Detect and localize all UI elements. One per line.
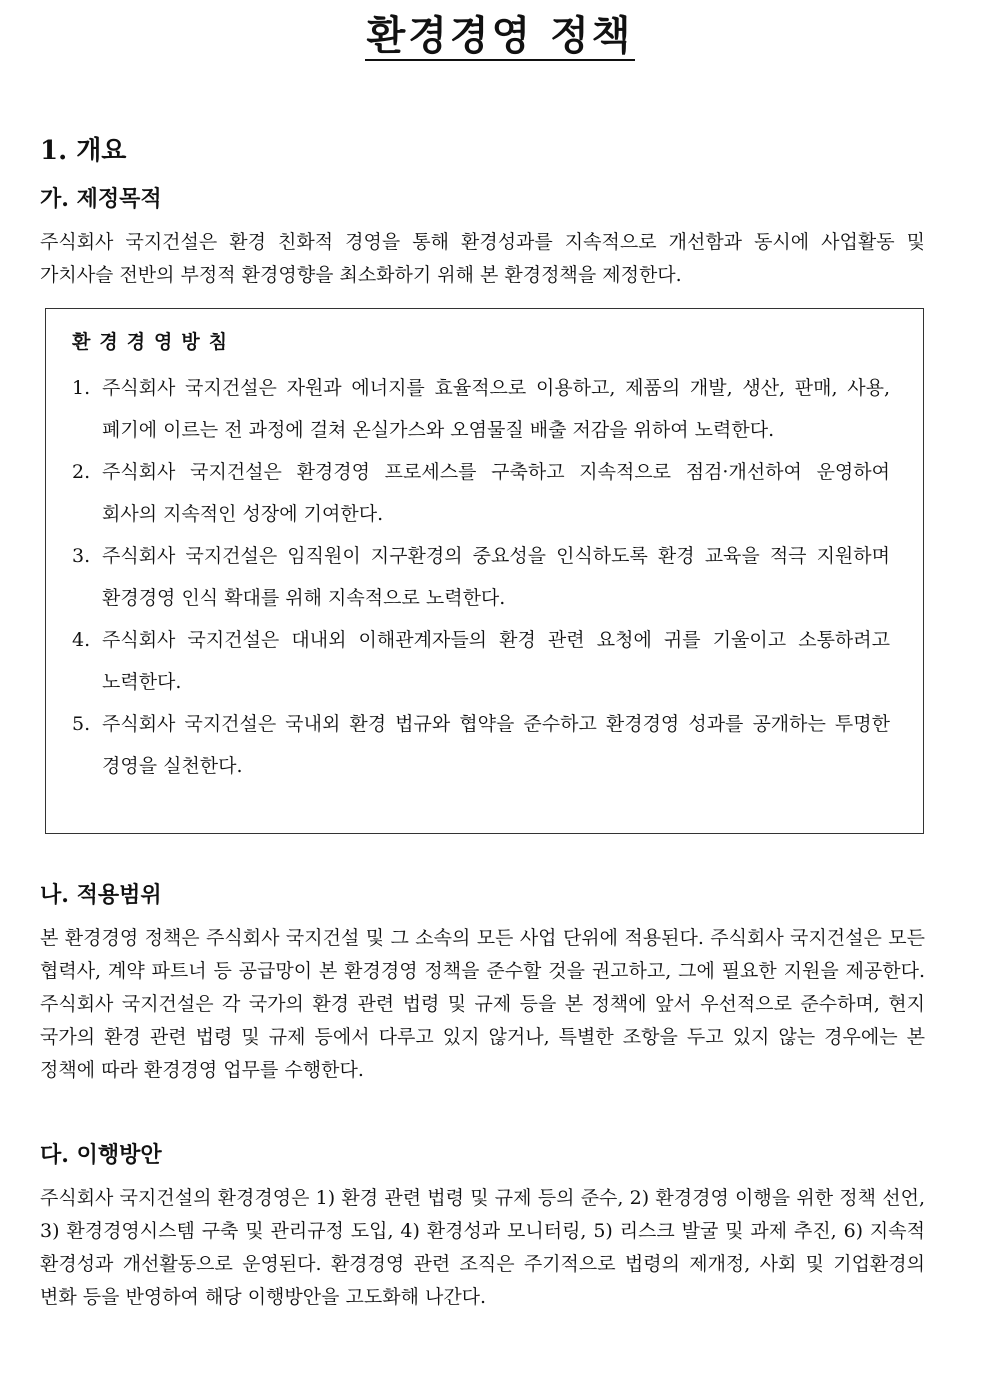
policy-item-text: 주식회사 국지건설은 자원과 에너지를 효율적으로 이용하고, 제품의 개발, 생산, 판매, 사용, 폐기에 이르는 전 과정에 걸쳐 온실가스와 오염물질 배출 저감을 위하여 노력한다.: [102, 377, 890, 441]
policy-item-5: [72, 703, 890, 787]
paragraph-scope: 본 환경경영 정책은 주식회사 국지건설 및 그 소속의 모든 사업 단위에 적용된다. 주식회사 국지건설은 모든 협력사, 계약 파트너 등 공급망이 본 환경경영 정책을 준수할 것을 권고하고, 그에 필요한 지원을 제공한다. 주식회사 국지건설은 각 국가의 환경 관련 법령 및 규제 등을 본 정책에 앞서 우선적으로 준수하며, 현지 국가의 환경 관련 법령 및 규제 등에서 다루고 있지 않거나, 특별한 조항을 두고 있지 않는 경우에는 본 정책에 따라 환경경영 업무를 수행한다.: [40, 927, 925, 1081]
policy-box-title: 환경경영방침: [72, 331, 237, 353]
policy-item-text: 주식회사 국지건설은 국내외 환경 법규와 협약을 준수하고 환경경영 성과를 공개하는 투명한 경영을 실천한다.: [102, 713, 890, 777]
policy-item-2: [72, 451, 890, 535]
policy-item-text: 주식회사 국지건설은 환경경영 프로세스를 구축하고 지속적으로 점검·개선하여 운영하여 회사의 지속적인 성장에 기여한다.: [102, 461, 890, 525]
policy-item-number: 3.: [72, 545, 91, 567]
policy-box: [45, 308, 924, 834]
subsection-heading-implementation: 다. 이행방안: [40, 1142, 162, 1168]
paragraph-implementation: 주식회사 국지건설의 환경경영은 1) 환경 관련 법령 및 규제 등의 준수, 2) 환경경영 이행을 위한 정책 선언, 3) 환경경영시스템 구축 및 관리규정 도입, 4) 환경성과 모니터링, 5) 리스크 발굴 및 과제 추진, 6) 지속적 환경성과 개선활동으로 운영된다. 환경경영 관련 조직은 주기적으로 법령의 제개정, 사회 및 기업환경의 변화 등을 반영하여 해당 이행방안을 고도화해 나간다.: [40, 1187, 925, 1308]
policy-list: [72, 367, 890, 787]
policy-item-3: [72, 535, 890, 619]
policy-item-4: [72, 619, 890, 703]
document-title: [0, 10, 1000, 62]
policy-item-number: 4.: [72, 629, 91, 651]
policy-item-text: 주식회사 국지건설은 대내외 이해관계자들의 환경 관련 요청에 귀를 기울이고 소통하려고 노력한다.: [102, 629, 890, 693]
document-title-text: 환경경영 정책: [366, 12, 634, 59]
policy-item-number: 5.: [72, 713, 91, 735]
subsection-heading-purpose: 가. 제정목적: [40, 186, 162, 212]
paragraph-purpose: 주식회사 국지건설은 환경 친화적 경영을 통해 환경성과를 지속적으로 개선함과 동시에 사업활동 및 가치사슬 전반의 부정적 환경영향을 최소화하기 위해 본 환경정책을 제정한다.: [40, 231, 925, 286]
policy-item-number: 1.: [72, 377, 91, 399]
policy-item-text: 주식회사 국지건설은 임직원이 지구환경의 중요성을 인식하도록 환경 교육을 적극 지원하며 환경경영 인식 확대를 위해 지속적으로 노력한다.: [102, 545, 890, 609]
policy-item-number: 2.: [72, 461, 91, 483]
section-heading-overview: 1. 개요: [40, 136, 127, 166]
policy-item-1: [72, 367, 890, 451]
subsection-heading-scope: 나. 적용범위: [40, 882, 162, 908]
